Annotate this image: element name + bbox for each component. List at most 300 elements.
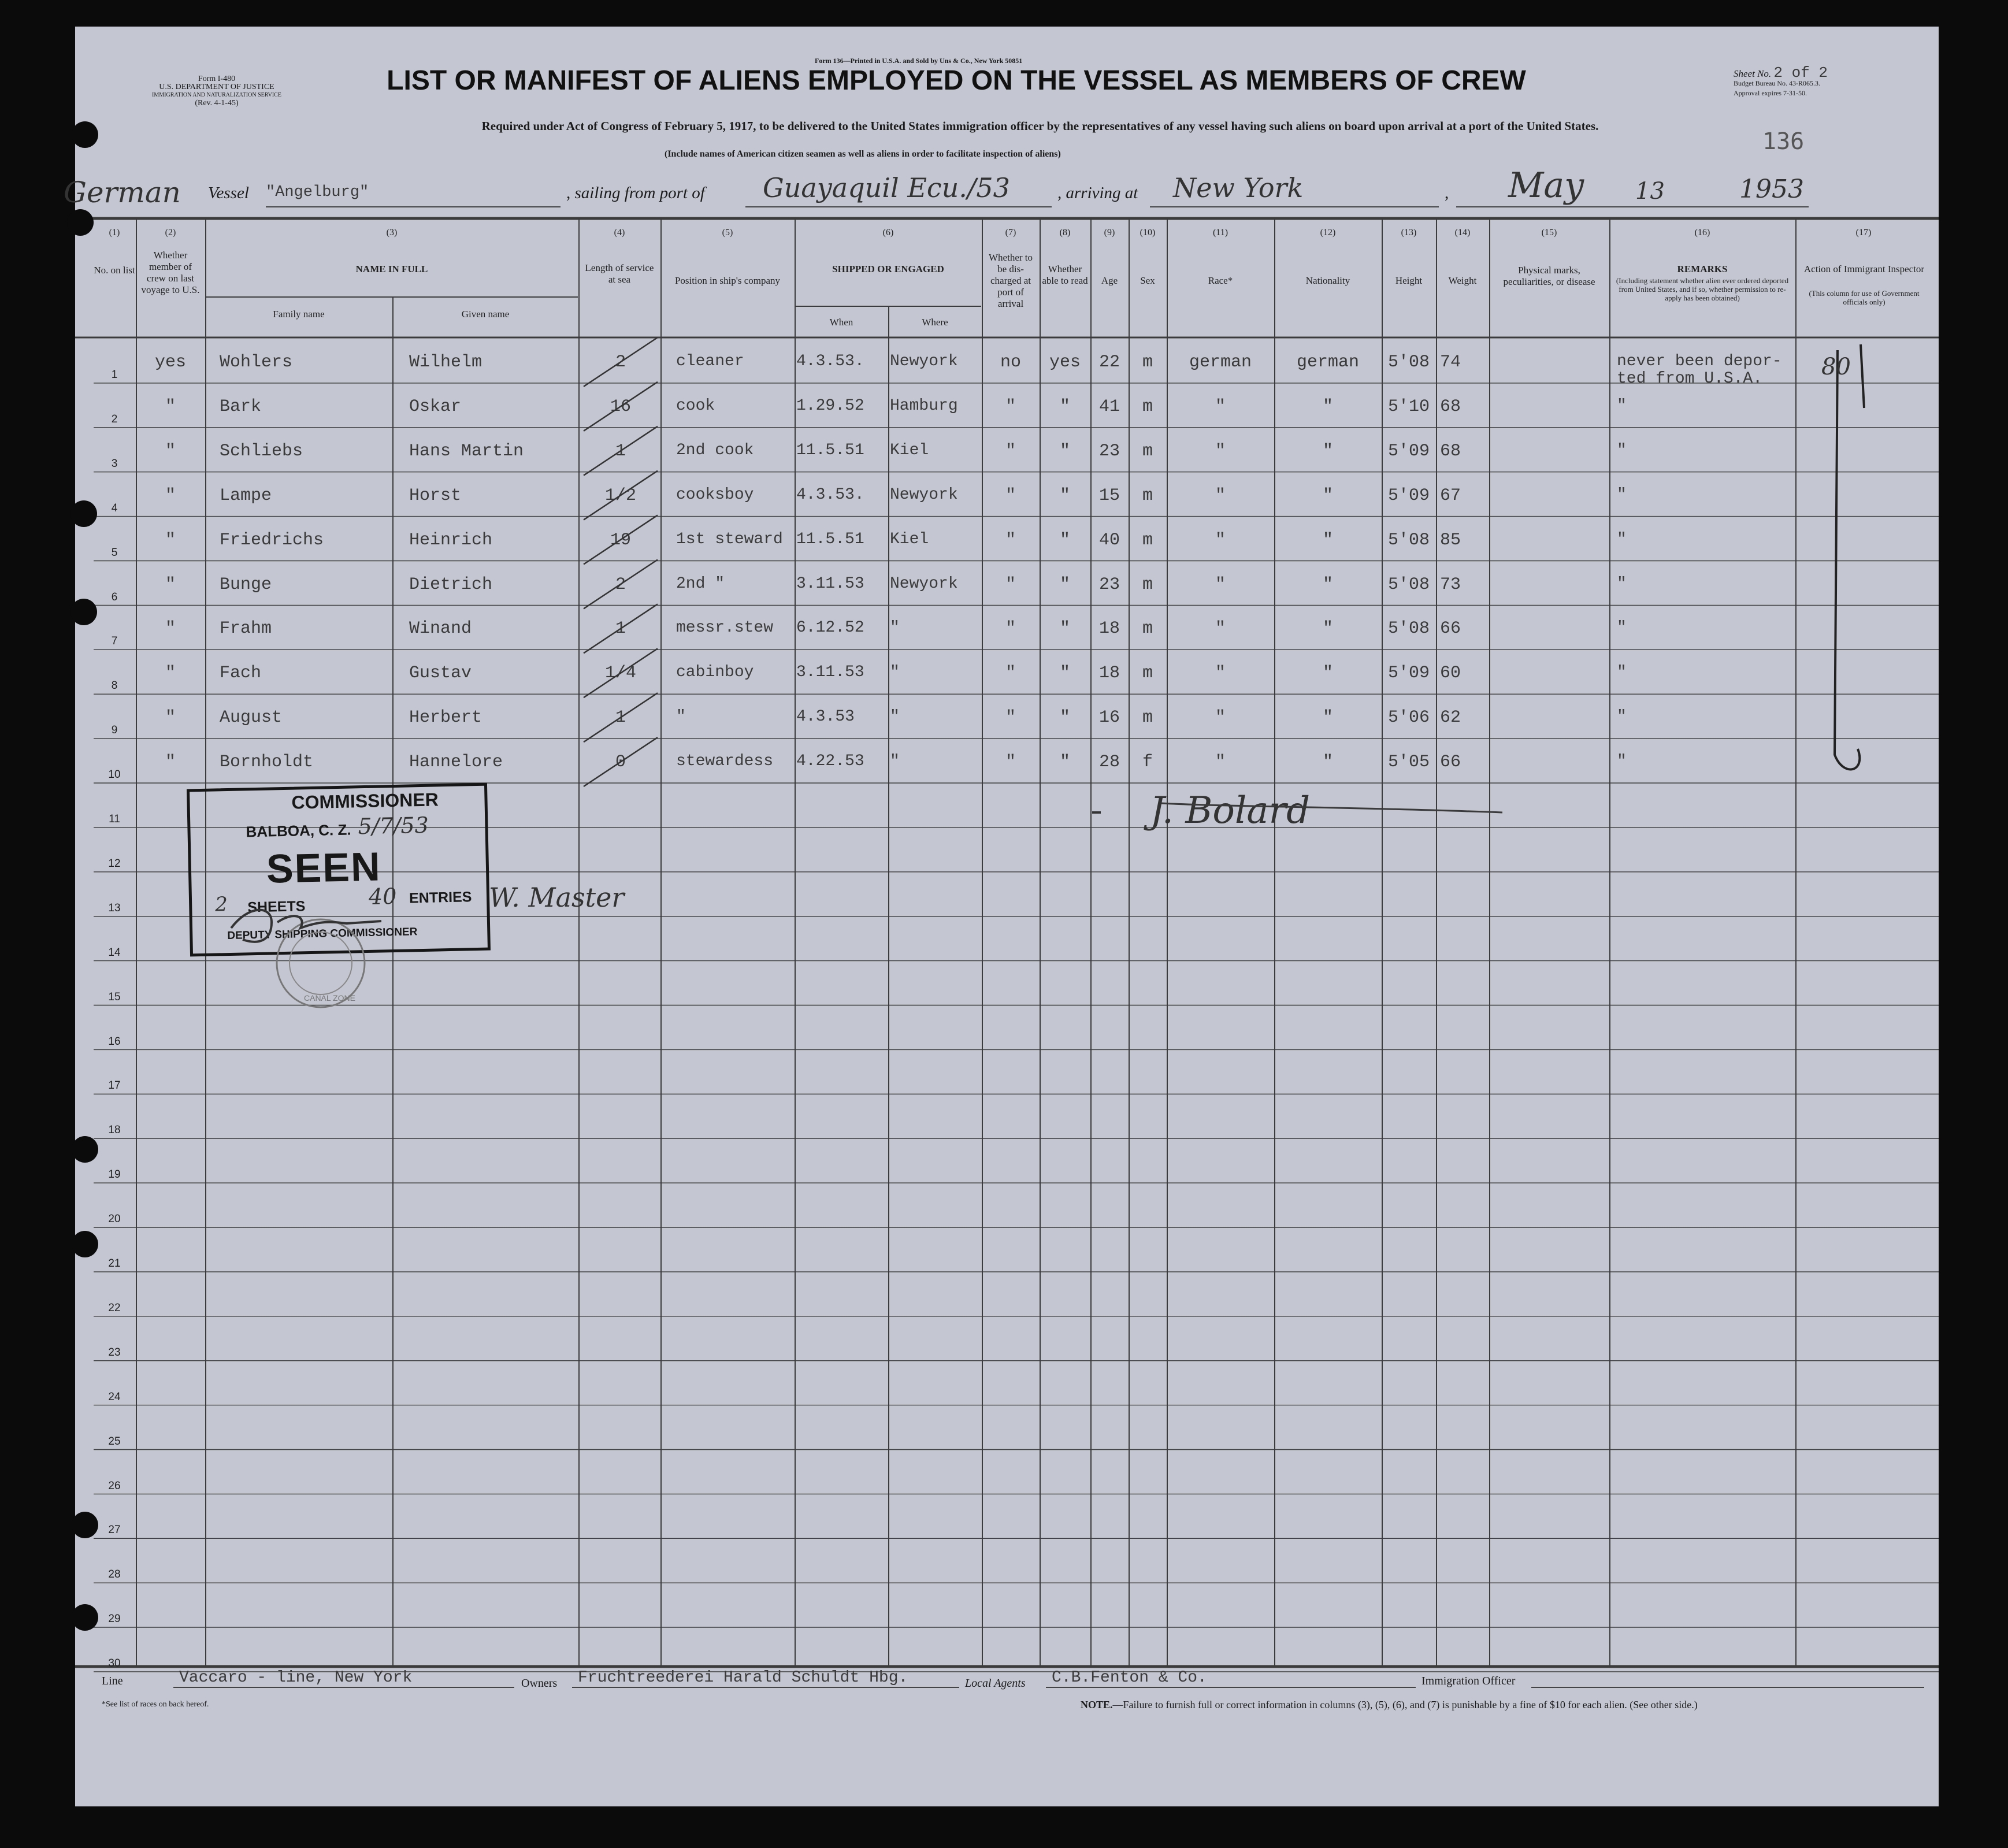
cell-age: 28 <box>1098 752 1120 773</box>
cell-where: Newyork <box>890 352 958 370</box>
cell-no: 4 <box>111 502 118 514</box>
cell-remarks: " <box>1617 663 1627 682</box>
cell-race: " <box>1215 574 1226 595</box>
cell-age: 23 <box>1098 441 1120 461</box>
cell-when: 4.22.53 <box>796 752 864 771</box>
department-name: U.S. DEPARTMENT OF JUSTICE <box>159 83 274 91</box>
cell-last-voyage: " <box>165 441 176 461</box>
cell-age: 23 <box>1098 574 1120 595</box>
footer-note-label: NOTE. <box>1081 1699 1113 1710</box>
cell-given: Hannelore <box>409 752 503 773</box>
col-num-2: (2) <box>165 228 176 238</box>
cell-nationality: " <box>1322 663 1333 684</box>
punch-hole <box>72 1136 98 1163</box>
approval-expiry: Approval expires 7-31-50. <box>1734 89 1807 97</box>
date-comma: , <box>1445 184 1449 202</box>
cell-sex: m <box>1142 485 1153 506</box>
cell-when: 3.11.53 <box>796 663 864 682</box>
cell-no: 1 <box>111 369 118 381</box>
cell-sex: m <box>1142 663 1153 684</box>
col-num-3: (3) <box>386 228 398 238</box>
cell-family: August <box>220 708 283 728</box>
row-number: 30 <box>108 1657 121 1670</box>
master-signature: W. Master <box>489 882 625 913</box>
cell-no: 7 <box>111 635 118 648</box>
cell-nationality: " <box>1322 708 1333 728</box>
cell-given: Winand <box>409 619 472 639</box>
cell-sex: m <box>1142 530 1153 550</box>
header-inspector-action: Action of Immigrant Inspector <box>1803 264 1925 274</box>
cell-age: 41 <box>1098 396 1120 417</box>
cell-height: 5'09 <box>1387 485 1430 506</box>
cell-discharged: " <box>1005 441 1016 461</box>
cell-read: " <box>1059 530 1070 550</box>
cell-position: stewardess <box>676 752 774 771</box>
footer-note <box>1081 1699 1698 1711</box>
punch-hole <box>72 1604 98 1631</box>
cell-race: " <box>1215 441 1226 461</box>
col-num-1: (1) <box>109 228 120 238</box>
cell-nationality: german <box>1296 352 1360 372</box>
cell-family: Wohlers <box>220 352 293 372</box>
cell-no: 8 <box>111 680 118 692</box>
cell-position: " <box>676 708 686 726</box>
cell-family: Fach <box>220 663 262 684</box>
header-length-of-service: Length of service at sea <box>585 262 654 285</box>
footer-line-value: Vaccaro - line, New York <box>179 1669 413 1687</box>
col-num-9: (9) <box>1104 228 1115 238</box>
cell-remarks: " <box>1617 752 1627 771</box>
cell-sex: m <box>1142 396 1153 417</box>
cell-race: " <box>1215 619 1226 639</box>
cell-family: Frahm <box>220 619 272 639</box>
col-num-4: (4) <box>614 228 625 238</box>
cell-where: " <box>890 619 900 637</box>
header-name-in-full: NAME IN FULL <box>355 264 428 274</box>
header-number-on-list: No. on list <box>94 265 135 276</box>
cell-last-voyage: " <box>165 752 176 773</box>
stamp-commissioner: COMMISSIONER <box>291 789 439 813</box>
cell-race: " <box>1215 752 1226 773</box>
cell-last-voyage: " <box>165 396 176 417</box>
date-year: 1953 <box>1739 175 1804 204</box>
cell-sex: m <box>1142 352 1153 372</box>
punch-hole <box>72 1512 98 1538</box>
cell-position: cleaner <box>676 352 744 370</box>
cell-when: 3.11.53 <box>796 574 864 593</box>
cell-when: 4.3.53. <box>796 352 864 370</box>
cell-no: 2 <box>111 413 118 425</box>
cell-weight: 62 <box>1440 708 1461 728</box>
cell-given: Heinrich <box>409 530 493 550</box>
cell-position: cabinboy <box>676 663 754 682</box>
service-slash-mark <box>584 426 658 476</box>
punch-hole <box>70 500 97 527</box>
row-number: 23 <box>108 1346 121 1359</box>
cell-nationality: " <box>1322 574 1333 595</box>
cell-service: 19 <box>610 530 631 550</box>
cell-height: 5'09 <box>1387 441 1430 461</box>
officer-signature: J. Bolard <box>1150 789 1311 832</box>
header-given-name: Given name <box>461 309 510 320</box>
service-slash-mark <box>584 337 658 387</box>
cell-discharged: " <box>1005 619 1016 639</box>
header-discharged: Whether to be dis-charged at port of arrival <box>989 252 1033 309</box>
col-num-11: (11) <box>1212 228 1228 238</box>
cell-given: Hans Martin <box>409 441 524 461</box>
cell-remarks: " <box>1617 619 1627 637</box>
col-num-5: (5) <box>722 228 733 238</box>
nationality-handwritten: German <box>64 176 181 209</box>
footer-owners-label: Owners <box>521 1677 558 1690</box>
cell-height: 5'10 <box>1387 396 1430 417</box>
manifest-sheet <box>64 27 1939 1806</box>
header-nationality: Nationality <box>1305 275 1350 286</box>
row-number: 16 <box>108 1035 121 1048</box>
cell-height: 5'06 <box>1387 708 1430 728</box>
col-num-13: (13) <box>1401 228 1417 238</box>
row-number: 15 <box>108 990 121 1003</box>
cell-position: messr.stew <box>676 619 774 637</box>
cell-family: Lampe <box>220 485 272 506</box>
service-slash-mark <box>584 604 658 653</box>
col-num-10: (10) <box>1140 228 1156 238</box>
service-slash-mark <box>584 648 658 697</box>
cell-discharged: " <box>1005 663 1016 684</box>
cell-discharged: no <box>1000 352 1021 372</box>
cell-weight: 85 <box>1440 530 1461 550</box>
form-revision: (Rev. 4-1-45) <box>195 99 239 107</box>
cell-when: 1.29.52 <box>796 396 864 415</box>
stamp-seen: SEEN <box>266 844 382 892</box>
footer-officer-label: Immigration Officer <box>1421 1675 1516 1687</box>
cell-service: 2 <box>615 352 626 372</box>
cell-where: " <box>890 663 900 682</box>
stamp-entries-label: ENTRIES <box>409 889 472 907</box>
cell-where: Hamburg <box>890 396 958 415</box>
cell-where: Newyork <box>890 485 958 504</box>
cell-no: 6 <box>111 591 118 603</box>
cell-weight: 66 <box>1440 752 1461 773</box>
service-slash-mark <box>584 693 658 742</box>
footer-agents-label: Local Agents <box>965 1677 1026 1690</box>
cell-age: 18 <box>1098 663 1120 684</box>
cell-nationality: " <box>1322 619 1333 639</box>
form-subtitle: Required under Act of Congress of February 5, 1917, to be delivered to the United States immigration officer by the representatives of any vessel having such aliens on board upon arrival at a port of the United States. <box>481 119 1599 133</box>
stamp-signature-scribble <box>208 888 399 951</box>
cell-last-voyage: " <box>165 708 176 728</box>
cell-service: 1 <box>615 708 626 728</box>
form-subtitle-note: (Include names of American citizen seamen as well as aliens in order to facilitate inspection of aliens) <box>665 149 1061 159</box>
row-number: 29 <box>108 1613 121 1626</box>
cell-age: 16 <box>1098 708 1120 728</box>
service-slash-mark <box>584 515 658 565</box>
stamp-date: 5/7/53 <box>357 812 429 840</box>
cell-nationality: " <box>1322 752 1333 773</box>
cell-read: " <box>1059 485 1070 506</box>
header-family-name: Family name <box>273 309 325 320</box>
cell-service: 1 <box>615 441 626 461</box>
footer-races-note: *See list of races on back hereof. <box>102 1700 209 1709</box>
stamp-sheets-value: 2 <box>214 893 228 916</box>
cell-last-voyage: yes <box>154 352 186 372</box>
cell-when: 4.3.53 <box>796 708 855 726</box>
row-number: 11 <box>109 813 120 825</box>
row-number: 17 <box>108 1079 121 1092</box>
row-number: 12 <box>108 857 121 870</box>
footer-underlines <box>75 1685 1939 1691</box>
cell-sex: m <box>1142 619 1153 639</box>
service-slash-mark <box>584 382 658 431</box>
cell-when: 6.12.52 <box>796 619 864 637</box>
cell-when: 11.5.51 <box>796 441 864 459</box>
cell-race: " <box>1215 485 1226 506</box>
cell-remarks: " <box>1617 441 1627 459</box>
cell-race: german <box>1189 352 1252 372</box>
cell-given: Herbert <box>409 708 482 728</box>
arriving-label: , arriving at <box>1057 184 1138 202</box>
row-number: 20 <box>108 1213 121 1226</box>
hand-marks <box>75 27 1939 893</box>
cell-weight: 66 <box>1440 619 1461 639</box>
cell-read: " <box>1059 441 1070 461</box>
cell-age: 18 <box>1098 619 1120 639</box>
vessel-label: Vessel <box>208 184 249 202</box>
cell-discharged: " <box>1005 708 1016 728</box>
header-race: Race* <box>1208 275 1233 286</box>
col-num-16: (16) <box>1694 228 1710 238</box>
cell-sex: m <box>1142 708 1153 728</box>
row-number: 28 <box>108 1568 121 1581</box>
cell-discharged: " <box>1005 530 1016 550</box>
cell-remarks: " <box>1617 574 1627 593</box>
cell-read: " <box>1059 663 1070 684</box>
cell-height: 5'08 <box>1387 574 1430 595</box>
cell-discharged: " <box>1005 485 1016 506</box>
cell-where: " <box>890 752 900 771</box>
cell-position: 1st steward <box>676 530 783 548</box>
cell-race: " <box>1215 663 1226 684</box>
cell-remarks: " <box>1617 530 1627 548</box>
cell-family: Bark <box>220 396 262 417</box>
cell-no: 10 <box>108 769 121 781</box>
punch-hole <box>70 599 97 625</box>
header-shipped-engaged: SHIPPED OR ENGAGED <box>832 264 944 274</box>
cell-read: " <box>1059 396 1070 417</box>
row-number: 18 <box>108 1124 121 1137</box>
form-number: Form I-480 <box>198 75 236 83</box>
col-num-6: (6) <box>882 228 894 238</box>
footer-owners-value: Fruchtreederei Harald Schuldt Hbg. <box>578 1669 908 1687</box>
cell-weight: 73 <box>1440 574 1461 595</box>
cell-family: Bunge <box>220 574 272 595</box>
seal-text: CANAL ZONE <box>304 993 355 1003</box>
cell-service: 2 <box>615 574 626 595</box>
page-stamp-number: 136 <box>1762 128 1805 155</box>
header-sex: Sex <box>1140 275 1155 286</box>
header-weight: Weight <box>1448 275 1477 286</box>
cell-where: Kiel <box>890 530 929 548</box>
cell-given: Oskar <box>409 396 462 417</box>
footer-agents-value: C.B.Fenton & Co. <box>1052 1669 1207 1687</box>
cell-sex: f <box>1142 752 1153 773</box>
budget-number: Budget Bureau No. 43-R065.3. <box>1734 79 1820 87</box>
cell-when: 11.5.51 <box>796 530 864 548</box>
row-number: 19 <box>108 1168 121 1181</box>
header-height: Height <box>1395 275 1423 286</box>
cell-given: Horst <box>409 485 462 506</box>
col-num-15: (15) <box>1541 228 1557 238</box>
punch-hole <box>72 1231 98 1257</box>
sailing-port: Guayaquil Ecu./53 <box>763 172 1010 203</box>
cell-sex: m <box>1142 574 1153 595</box>
punch-hole <box>72 121 98 148</box>
cell-no: 5 <box>111 546 118 559</box>
cell-given: Dietrich <box>409 574 493 595</box>
header-where: Where <box>922 317 948 328</box>
cell-nationality: " <box>1322 530 1333 550</box>
cell-read: " <box>1059 708 1070 728</box>
row-number: 21 <box>108 1257 121 1270</box>
cell-last-voyage: " <box>165 619 176 639</box>
header-inspector-note: (This column for use of Government officials only) <box>1809 289 1920 306</box>
cell-no: 3 <box>111 457 118 470</box>
service-slash-mark <box>584 471 658 520</box>
cell-discharged: " <box>1005 574 1016 595</box>
footer-note-text: —Failure to furnish full or correct information in columns (3), (5), (6), and (7) is punishable by a fine of $10 for each alien. (See other side.) <box>1112 1699 1698 1710</box>
cell-given: Gustav <box>409 663 472 684</box>
cell-read: " <box>1059 619 1070 639</box>
cell-where: Kiel <box>890 441 929 459</box>
cell-remarks: " <box>1617 708 1627 726</box>
sheet-value: 2 of 2 <box>1773 64 1828 81</box>
cell-height: 5'08 <box>1387 530 1430 550</box>
header-able-to-read: Whether able to read <box>1042 264 1088 286</box>
inspector-mark: 80 <box>1821 354 1851 380</box>
cell-service: 1 <box>615 619 626 639</box>
row-number: 14 <box>108 946 121 959</box>
service-slash-mark <box>584 560 658 609</box>
cell-remarks-continued: ted from U.S.A. <box>1617 370 1763 388</box>
cell-read: " <box>1059 574 1070 595</box>
cell-remarks: " <box>1617 485 1627 504</box>
printer-note: Form 136—Printed in U.S.A. and Sold by Uns & Co., New York 50851 <box>815 57 1023 65</box>
cell-position: cooksboy <box>676 485 754 504</box>
col-num-12: (12) <box>1320 228 1336 238</box>
cell-position: cook <box>676 396 715 415</box>
header-when: When <box>829 317 853 328</box>
header-last-voyage: Whether member of crew on last voyage to U.S. <box>141 250 200 295</box>
cell-remarks: never been depor- <box>1617 352 1782 370</box>
cell-nationality: " <box>1322 441 1333 461</box>
cell-age: 40 <box>1098 530 1120 550</box>
cell-service: 0 <box>615 752 626 773</box>
header-position: Position in ship's company <box>674 275 781 286</box>
cell-race: " <box>1215 708 1226 728</box>
cell-age: 22 <box>1098 352 1120 372</box>
row-number: 13 <box>108 901 121 914</box>
cell-read: yes <box>1049 352 1081 372</box>
cell-weight: 67 <box>1440 485 1461 506</box>
cell-height: 5'08 <box>1387 619 1430 639</box>
col-num-14: (14) <box>1454 228 1471 238</box>
date-day: 13 <box>1635 178 1665 205</box>
cell-family: Bornholdt <box>220 752 314 773</box>
cell-race: " <box>1215 396 1226 417</box>
cell-weight: 60 <box>1440 663 1461 684</box>
cell-family: Schliebs <box>220 441 303 461</box>
cell-height: 5'08 <box>1387 352 1430 372</box>
service-name: IMMIGRATION AND NATURALIZATION SERVICE <box>152 92 281 98</box>
cell-read: " <box>1059 752 1070 773</box>
cell-discharged: " <box>1005 752 1016 773</box>
cell-height: 5'05 <box>1387 752 1430 773</box>
cell-weight: 68 <box>1440 441 1461 461</box>
cell-last-voyage: " <box>165 485 176 506</box>
stamp-footer: DEPUTY SHIPPING COMMISSIONER <box>227 926 418 942</box>
header-remarks-note: (Including statement whether alien ever ordered deported from United States, and if so, whether permission to re-apply has been obtained) <box>1616 276 1789 302</box>
cell-service: 1/2 <box>604 485 636 506</box>
form-title: LIST OR MANIFEST OF ALIENS EMPLOYED ON THE VESSEL AS MEMBERS OF CREW <box>387 65 1526 96</box>
sailing-label: , sailing from port of <box>566 184 705 202</box>
sheet-label: Sheet No. <box>1734 68 1772 79</box>
row-number: 24 <box>108 1390 121 1403</box>
row-number: 22 <box>108 1301 121 1314</box>
stamp-sheets-label: SHEETS <box>247 898 306 916</box>
cell-discharged: " <box>1005 396 1016 417</box>
header-age: Age <box>1101 275 1118 286</box>
date-month: May <box>1508 165 1584 206</box>
cell-where: Newyork <box>890 574 958 593</box>
cell-service: 16 <box>610 396 631 417</box>
cell-race: " <box>1215 530 1226 550</box>
cell-last-voyage: " <box>165 530 176 550</box>
arriving-port: New York <box>1173 172 1304 203</box>
cell-sex: m <box>1142 441 1153 461</box>
cell-last-voyage: " <box>165 574 176 595</box>
cell-nationality: " <box>1322 396 1333 417</box>
cell-where: " <box>890 708 900 726</box>
row-number: 27 <box>108 1524 121 1537</box>
row-number: 25 <box>108 1435 121 1448</box>
row-number: 26 <box>108 1479 121 1492</box>
cell-weight: 74 <box>1440 352 1461 372</box>
cell-weight: 68 <box>1440 396 1461 417</box>
col-num-8: (8) <box>1059 228 1071 238</box>
footer-line-label: Line <box>102 1675 123 1687</box>
cell-no: 9 <box>111 724 118 737</box>
cell-position: 2nd cook <box>676 441 754 459</box>
cell-last-voyage: " <box>165 663 176 684</box>
header-remarks: REMARKS <box>1677 264 1728 274</box>
col-num-17: (17) <box>1855 228 1872 238</box>
cell-service: 1/4 <box>604 663 636 684</box>
cell-when: 4.3.53. <box>796 485 864 504</box>
header-physical-marks: Physical marks, peculiarities, or disease <box>1503 265 1595 287</box>
punch-hole <box>67 209 94 236</box>
cell-age: 15 <box>1098 485 1120 506</box>
cell-nationality: " <box>1322 485 1333 506</box>
stamp-location: BALBOA, C. Z. <box>246 821 351 841</box>
service-slash-mark <box>584 737 658 786</box>
cell-given: Wilhelm <box>409 352 482 372</box>
cell-height: 5'09 <box>1387 663 1430 684</box>
col-num-7: (7) <box>1005 228 1016 238</box>
stamp-entries-value: 40 <box>368 883 397 910</box>
vessel-name: "Angelburg" <box>266 184 369 201</box>
cell-family: Friedrichs <box>220 530 324 550</box>
cell-position: 2nd " <box>676 574 725 593</box>
